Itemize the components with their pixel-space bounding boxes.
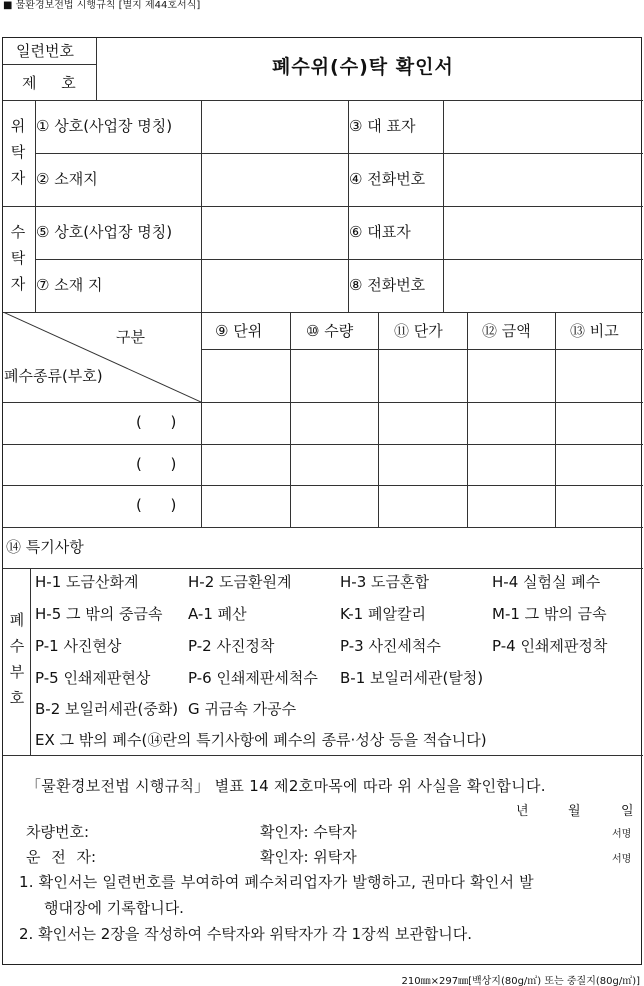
paper-spec-footer: 210㎜×297㎜[백상지(80g/㎡) 또는 중질지(80g/㎡)] bbox=[401, 976, 640, 986]
sign-label: 서명 bbox=[612, 829, 632, 840]
driver-label: 운 전 자: bbox=[26, 848, 97, 866]
divider bbox=[3, 402, 643, 403]
code-item: P-4 인쇄제판정착 bbox=[492, 637, 608, 655]
confirm-statement: 「물환경보전법 시행규칙」 별표 14 제2호마목에 따라 위 사실을 확인합니다. bbox=[26, 777, 546, 795]
consignor-phone-label: ④ 전화번호 bbox=[349, 170, 426, 188]
table-row-code: ( ) bbox=[136, 496, 177, 514]
code-item: H-3 도금혼합 bbox=[340, 573, 429, 591]
divider bbox=[3, 64, 96, 65]
code-item: H-1 도금산화계 bbox=[35, 573, 139, 591]
divider bbox=[3, 485, 643, 486]
corner-diagonal bbox=[3, 312, 201, 402]
consignor-name-label: ① 상호(사업장 명칭) bbox=[36, 117, 173, 135]
consignee-rep-label: ⑥ 대표자 bbox=[349, 223, 411, 241]
divider bbox=[96, 38, 97, 100]
divider bbox=[467, 312, 468, 527]
divider bbox=[3, 755, 643, 756]
divider bbox=[35, 259, 643, 260]
corner-bottom-label: 폐수종류(부호) bbox=[4, 367, 103, 385]
divider bbox=[3, 568, 643, 569]
consignee-label: 수 탁 자 bbox=[10, 223, 26, 293]
consignee-name-label: ⑤ 상호(사업장 명칭) bbox=[36, 223, 173, 241]
code-item: B-2 보일러세관(중화) bbox=[35, 700, 179, 718]
table-row-code: ( ) bbox=[136, 413, 177, 431]
date-year: 년 bbox=[516, 804, 529, 819]
divider bbox=[201, 349, 643, 350]
remarks-label: ⑭ 특기사항 bbox=[6, 538, 84, 556]
divider bbox=[3, 527, 643, 528]
number-label: 제 호 bbox=[22, 74, 76, 92]
col-amount: ⑫ 금액 bbox=[482, 322, 531, 340]
divider bbox=[290, 312, 291, 527]
form-header: ■ 물환경보전법 시행규칙 [별지 제44호서식] bbox=[3, 0, 201, 11]
date-month: 월 bbox=[568, 804, 581, 819]
divider bbox=[378, 312, 379, 527]
code-item: M-1 그 밖의 금속 bbox=[492, 605, 607, 623]
confirmer-consignee: 확인자: 수탁자 bbox=[260, 823, 357, 841]
code-item: H-2 도금환원계 bbox=[188, 573, 292, 591]
note-2: 2. 확인서는 2장을 작성하여 수탁자와 위탁자가 각 1장씩 보관합니다. bbox=[19, 925, 473, 943]
serial-label: 일련번호 bbox=[16, 42, 74, 60]
code-item: B-1 보일러세관(탈청) bbox=[340, 669, 484, 687]
code-item: P-2 사진정착 bbox=[188, 637, 275, 655]
code-item: G 귀금속 가공수 bbox=[188, 700, 297, 718]
divider bbox=[35, 153, 643, 154]
table-row-code: ( ) bbox=[136, 455, 177, 473]
divider bbox=[3, 100, 643, 101]
code-ex-line: EX 그 밖의 폐수(⑭란의 특기사항에 폐수의 종류·성상 등을 적습니다) bbox=[35, 731, 487, 749]
codes-label: 폐 수 부 호 bbox=[9, 611, 25, 707]
code-item: P-1 사진현상 bbox=[35, 637, 122, 655]
note-1: 1. 확인서는 일련번호를 부여하여 폐수처리업자가 발행하고, 권마다 확인서 발 bbox=[19, 873, 534, 891]
consignee-addr-label: ⑦ 소재 지 bbox=[36, 276, 103, 294]
vehicle-label: 차량번호: bbox=[26, 823, 90, 841]
code-item: K-1 폐알칼리 bbox=[340, 605, 426, 623]
code-item: H-5 그 밖의 중금속 bbox=[35, 605, 163, 623]
consignor-addr-label: ② 소재지 bbox=[36, 170, 98, 188]
consignor-label: 위 탁 자 bbox=[10, 117, 26, 187]
corner-top-label: 구분 bbox=[116, 328, 145, 346]
col-unit-price: ⑪ 단가 bbox=[394, 322, 443, 340]
code-item: P-3 사진세척수 bbox=[340, 637, 441, 655]
code-item: H-4 실험실 폐수 bbox=[492, 573, 601, 591]
page-title: 폐수위(수)탁 확인서 bbox=[272, 56, 454, 78]
code-item: P-5 인쇄제판현상 bbox=[35, 669, 151, 687]
divider bbox=[3, 206, 643, 207]
consignor-rep-label: ③ 대 표자 bbox=[349, 117, 416, 135]
divider bbox=[201, 312, 202, 527]
divider bbox=[443, 100, 444, 312]
col-remarks: ⑬ 비고 bbox=[570, 322, 619, 340]
col-quantity: ⑩ 수량 bbox=[306, 322, 354, 340]
consignee-phone-label: ⑧ 전화번호 bbox=[349, 276, 426, 294]
code-item: A-1 폐산 bbox=[188, 605, 247, 623]
confirmer-consignor: 확인자: 위탁자 bbox=[260, 848, 357, 866]
date-day: 일 bbox=[621, 804, 634, 819]
code-item: P-6 인쇄제판세척수 bbox=[188, 669, 318, 687]
col-unit: ⑨ 단위 bbox=[215, 322, 263, 340]
sign-label: 서명 bbox=[612, 854, 632, 865]
divider bbox=[3, 444, 643, 445]
divider bbox=[201, 100, 202, 312]
divider bbox=[30, 568, 31, 755]
divider bbox=[555, 312, 556, 527]
note-1-cont: 행대장에 기록합니다. bbox=[44, 899, 184, 917]
